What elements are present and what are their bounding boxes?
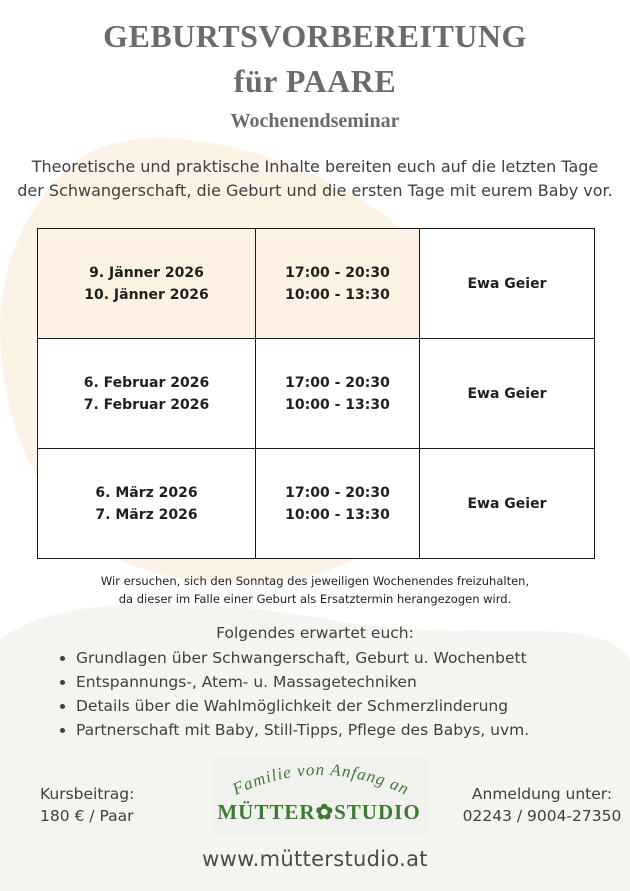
registration-label: Anmeldung unter: — [471, 785, 613, 803]
instructor-name: Ewa Geier — [467, 385, 547, 402]
sunday-note — [0, 572, 630, 608]
instructor-cell — [420, 449, 595, 559]
schedule-row — [38, 229, 595, 339]
list-item: • Details über die Wahlmöglichkeit der Schmerzlinderung — [76, 694, 529, 718]
logo-name-part-2: STUDIO — [334, 800, 421, 824]
muetterstudio-logo — [212, 756, 426, 836]
title-line-2: für PAARE — [233, 63, 397, 99]
date-cell — [38, 449, 256, 559]
list-item: • Partnerschaft mit Baby, Still-Tipps, Pflege des Babys, uvm. — [76, 718, 529, 742]
time-day-2: 10:00 - 13:30 — [285, 506, 390, 523]
subtitle: Wochenendseminar — [230, 110, 400, 132]
date-day-2: 7. März 2026 — [95, 506, 198, 523]
time-cell — [256, 449, 420, 559]
list-item: • Entspannungs-, Atem- u. Massagetechniken — [76, 670, 529, 694]
expect-list — [56, 646, 529, 742]
time-day-2: 10:00 - 13:30 — [285, 286, 390, 303]
intro-line-1: Theoretische und praktische Inhalte bereiten euch auf die letzten Tage — [31, 157, 599, 176]
flower-icon: ✿ — [315, 800, 335, 824]
intro-text — [0, 155, 630, 203]
time-cell — [256, 339, 420, 449]
time-day-1: 17:00 - 20:30 — [285, 264, 390, 281]
logo-arc-text: Familie von Anfang an — [229, 759, 413, 799]
date-cell — [38, 339, 256, 449]
date-cell — [38, 229, 256, 339]
instructor-name: Ewa Geier — [467, 275, 547, 292]
date-day-2: 10. Jänner 2026 — [84, 286, 209, 303]
intro-line-2: der Schwangerschaft, die Geburt und die ersten Tage mit eurem Baby vor. — [17, 181, 613, 200]
date-day-2: 7. Februar 2026 — [83, 396, 210, 413]
list-item: • Grundlagen über Schwangerschaft, Geburt u. Wochenbett — [76, 646, 529, 670]
logo-arc — [212, 756, 426, 806]
date-day-1: 9. Jänner 2026 — [89, 264, 204, 281]
time-cell — [256, 229, 420, 339]
schedule-row — [38, 449, 595, 559]
instructor-cell — [420, 339, 595, 449]
fee-label: Kursbeitrag: — [40, 785, 135, 803]
logo-name-part-1: MÜTTER — [217, 800, 316, 824]
date-day-1: 6. März 2026 — [95, 484, 198, 501]
schedule-row — [38, 339, 595, 449]
note-line-1: Wir ersuchen, sich den Sonntag des jeweiligen Wochenendes freizuhalten, — [100, 574, 530, 588]
title-line-1: GEBURTSVORBEREITUNG — [103, 18, 527, 54]
expect-heading: Folgendes erwartet euch: — [216, 624, 414, 642]
fee-value: 180 € / Paar — [40, 807, 134, 825]
schedule-table — [37, 228, 595, 559]
registration-phone: 02243 / 9004-27350 — [462, 807, 622, 825]
time-day-2: 10:00 - 13:30 — [285, 396, 390, 413]
instructor-cell — [420, 229, 595, 339]
website-link[interactable]: www.mütterstudio.at — [202, 847, 428, 871]
instructor-name: Ewa Geier — [467, 495, 547, 512]
date-day-1: 6. Februar 2026 — [83, 374, 210, 391]
logo-wordmark — [212, 800, 426, 825]
time-day-1: 17:00 - 20:30 — [285, 374, 390, 391]
note-line-2: da dieser im Falle einer Geburt als Ersatztermin herangezogen wird. — [118, 592, 512, 606]
time-day-1: 17:00 - 20:30 — [285, 484, 390, 501]
